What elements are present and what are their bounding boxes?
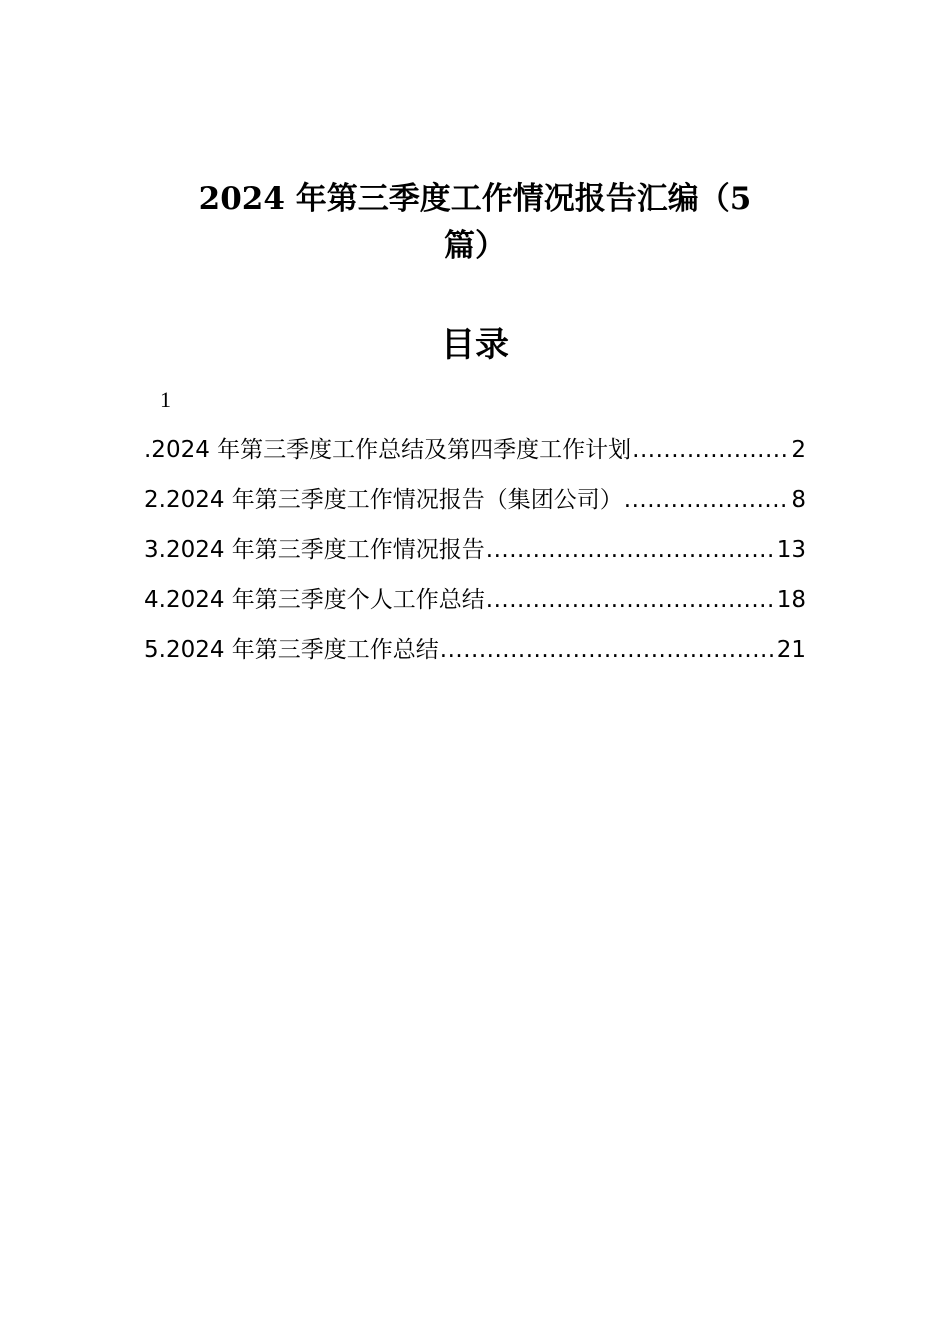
toc-dot-leader [632,430,790,470]
toc-entry-title: .2024 年第三季度工作总结及第四季度工作计划 [144,437,632,463]
toc-dot-leader [486,530,776,570]
toc-entry-page-number: 18 [776,587,806,613]
toc-entry-title: 4.2024 年第三季度个人工作总结 [144,587,485,613]
toc-entry[interactable] [144,580,806,630]
toc-entry[interactable] [144,630,806,680]
toc-entry-page-number: 2 [791,437,806,463]
document-title [150,176,800,270]
toc-entry-page-number: 8 [791,487,806,513]
table-of-contents [144,430,806,680]
toc-entry[interactable] [144,430,806,480]
toc-heading: 目录 [441,325,509,365]
toc-entry[interactable] [144,530,806,580]
toc-dot-leader [486,580,776,620]
document-title-line-1: 2024 年第三季度工作情况报告汇编（5 [198,181,752,217]
document-title-line-2: 篇） [444,228,506,264]
toc-entry-title: 2.2024 年第三季度工作情况报告（集团公司） [144,487,623,513]
toc-stray-number: 1 [160,387,171,412]
toc-dot-leader [440,630,776,670]
toc-entry[interactable] [144,480,806,530]
toc-entry-title: 5.2024 年第三季度工作总结 [144,637,439,663]
toc-entry-title: 3.2024 年第三季度工作情况报告 [144,537,485,563]
toc-entry-page-number: 21 [776,637,806,663]
toc-entry-page-number: 13 [776,537,806,563]
toc-dot-leader [624,480,791,520]
